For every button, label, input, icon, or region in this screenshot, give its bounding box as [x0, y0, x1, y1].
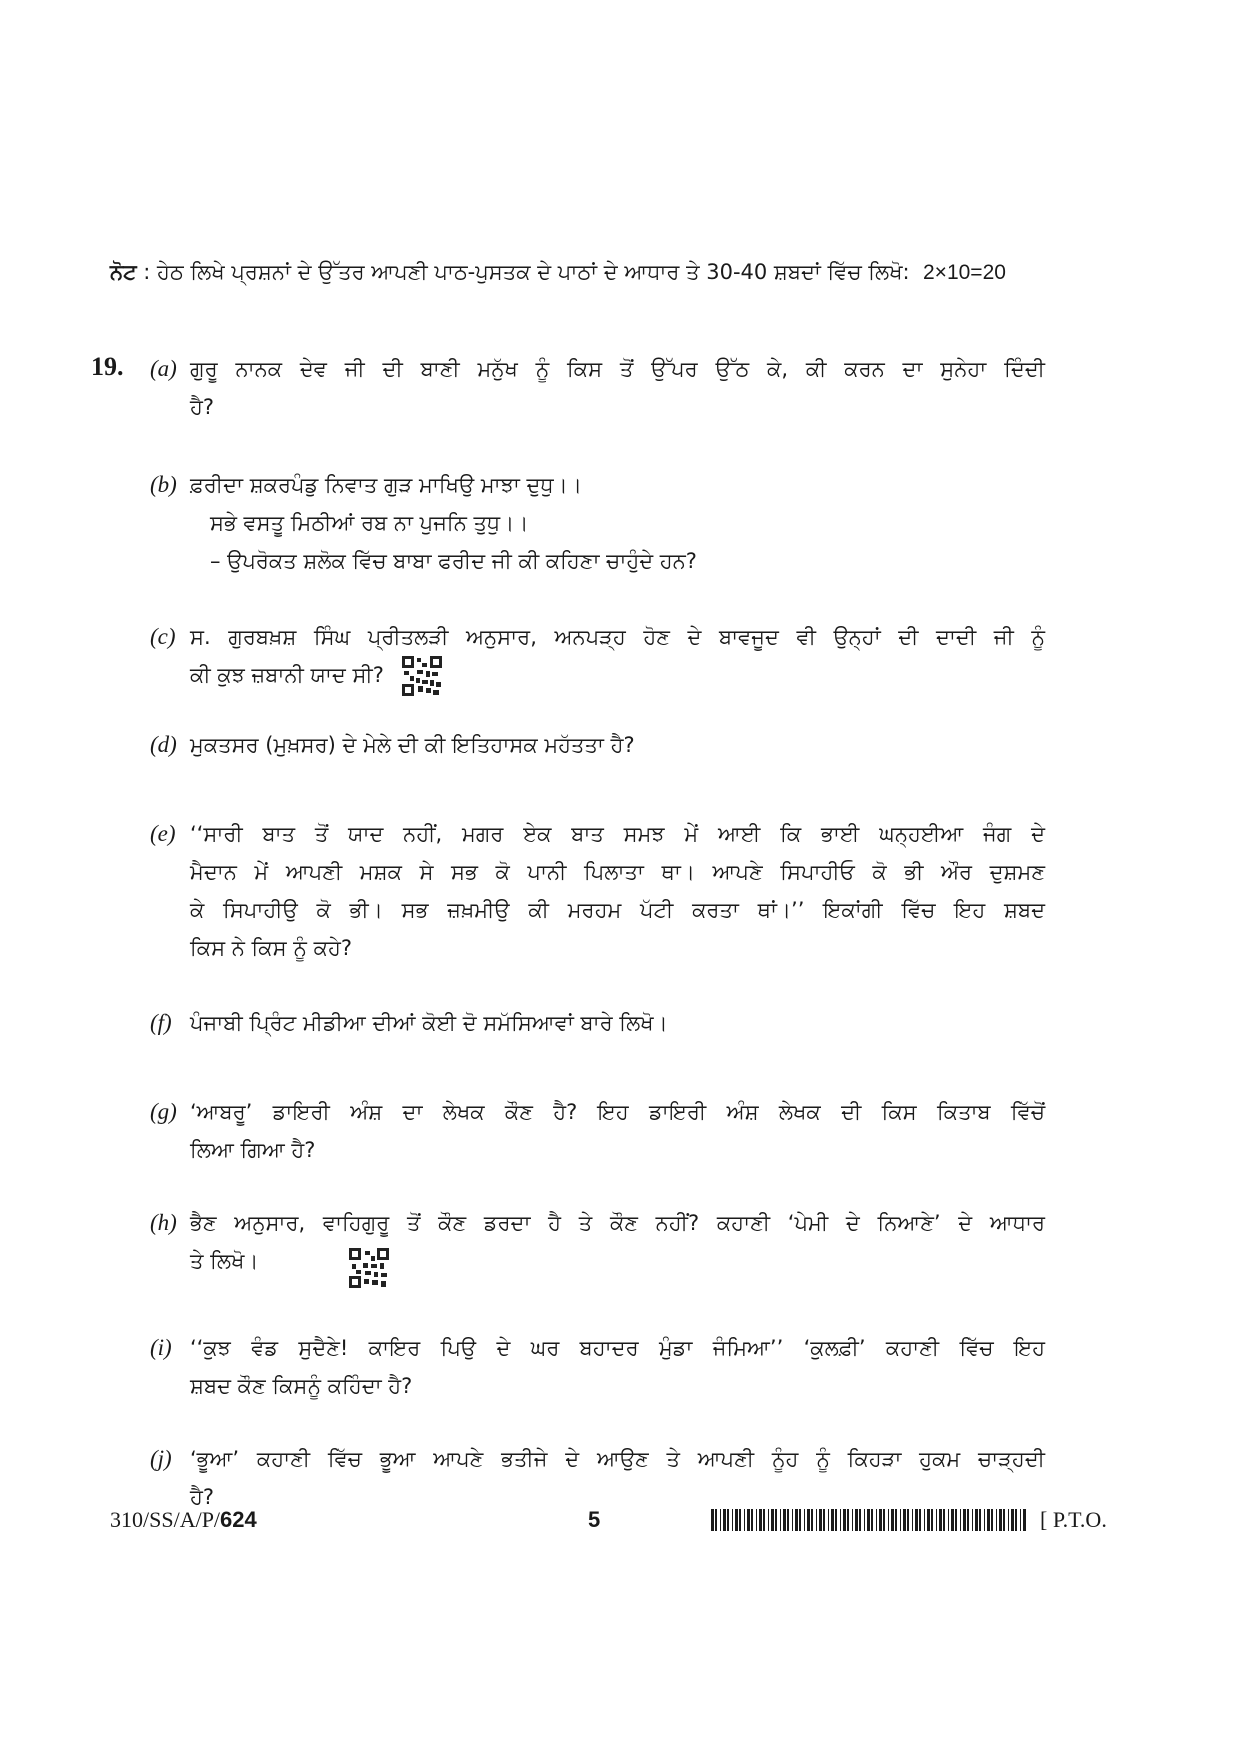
- question-line: ਸ਼ਬਦ ਕੌਣ ਕਿਸਨੂੰ ਕਹਿੰਦਾ ਹੈ?: [190, 1374, 413, 1398]
- question-line: ਫ਼ਰੀਦਾ ਸ਼ਕਰਪੰਡੁ ਨਿਵਾਤ ਗੁੜ ਮਾਖਿਉ ਮਾਝਾ ਦੁਧੁ।।: [190, 473, 582, 497]
- question-line: ਤੇ ਲਿਖੋ।: [190, 1249, 259, 1273]
- sub-question-letter: (c): [150, 624, 176, 649]
- question-line: ਕੇ ਸਿਪਾਹੀਉ ਕੋ ਭੀ। ਸਭ ਜ਼ਖ਼ਮੀਉ ਕੀ ਮਰਹਮ ਪੱਟੀ ਕਰਤਾ ਥਾਂ।’’ ਇਕਾਂਗੀ ਵਿੱਚ ਇਹ ਸ਼ਬਦ: [190, 898, 1045, 922]
- sub-question-letter: (g): [150, 1099, 177, 1124]
- note-label: ਨੋਟ: [110, 260, 137, 284]
- qr-code-icon[interactable]: [349, 1248, 389, 1288]
- question-line: ਪੰਜਾਬੀ ਪ੍ਰਿੰਟ ਮੀਡੀਆ ਦੀਆਂ ਕੋਈ ਦੋ ਸਮੱਸਿਆਵਾਂ ਬਾਰੇ ਲਿਖੋ।: [190, 1011, 668, 1035]
- question-line: ਸਭੇ ਵਸਤੂ ਮਿਠੀਆਂ ਰਬ ਨਾ ਪੁਜਨਿ ਤੁਧੁ।।: [210, 511, 529, 535]
- question-line: ‘‘ਕੁਝ ਵੰਡ ਸੁਦੈਣੇ! ਕਾਇਰ ਪਿਉ ਦੇ ਘਰ ਬਹਾਦਰ ਮੁੰਡਾ ਜੰਮਿਆ’’ ‘ਕੁਲਫ਼ੀ’ ਕਹਾਣੀ ਵਿੱਚ ਇਹ: [190, 1336, 1045, 1360]
- question-line: ਸ. ਗੁਰਬਖ਼ਸ਼ ਸਿੰਘ ਪ੍ਰੀਤਲੜੀ ਅਨੁਸਾਰ, ਅਨਪੜ੍ਹ ਹੋਣ ਦੇ ਬਾਵਜੂਦ ਵੀ ਉਨ੍ਹਾਂ ਦੀ ਦਾਦੀ ਜੀ ਨੂੰ: [190, 625, 1045, 649]
- question-line: ਹੈ?: [190, 395, 215, 419]
- question-line: ‘ਆਬਰੂ’ ਡਾਇਰੀ ਅੰਸ਼ ਦਾ ਲੇਖਕ ਕੌਣ ਹੈ? ਇਹ ਡਾਇਰੀ ਅੰਸ਼ ਲੇਖਕ ਦੀ ਕਿਸ ਕਿਤਾਬ ਵਿੱਚੋਂ: [190, 1100, 1045, 1124]
- sub-question-letter: (d): [150, 732, 177, 757]
- question-line: ਕੀ ਕੁਝ ਜ਼ਬਾਨੀ ਯਾਦ ਸੀ?: [190, 663, 384, 687]
- question-line: ‘‘ਸਾਰੀ ਬਾਤ ਤੋਂ ਯਾਦ ਨਹੀਂ, ਮਗਰ ਏਕ ਬਾਤ ਸਮਝ ਮੇਂ ਆਈ ਕਿ ਭਾਈ ਘਨ੍ਹਈਆ ਜੰਗ ਦੇ: [190, 822, 1045, 846]
- paper-code-prefix: 310/SS/A/P/: [110, 1507, 221, 1532]
- sub-question-letter: (a): [150, 356, 177, 381]
- barcode-icon: [711, 1509, 1031, 1535]
- question-line-with-qr: [190, 656, 1045, 696]
- sub-question-letter: (j): [150, 1446, 172, 1471]
- question-line: ‘ਭੂਆ’ ਕਹਾਣੀ ਵਿੱਚ ਭੂਆ ਆਪਣੇ ਭਤੀਜੇ ਦੇ ਆਉਣ ਤੇ ਆਪਣੀ ਨੂੰਹ ਨੂੰ ਕਿਹੜਾ ਹੁਕਮ ਚਾੜ੍ਹਦੀ: [190, 1447, 1045, 1471]
- qr-code-icon[interactable]: [402, 656, 442, 696]
- instruction-note: [110, 256, 1140, 289]
- question-line: ਮੈਦਾਨ ਮੇਂ ਆਪਣੀ ਮਸ਼ਕ ਸੇ ਸਭ ਕੋ ਪਾਨੀ ਪਿਲਾਤਾ ਥਾ। ਆਪਣੇ ਸਿਪਾਹੀਓ ਕੋ ਭੀ ਔਰ ਦੁਸ਼ਮਣ: [190, 860, 1045, 884]
- question-line: ਮੁਕਤਸਰ (ਮੁਖ਼ਸਰ) ਦੇ ਮੇਲੇ ਦੀ ਕੀ ਇਤਿਹਾਸਕ ਮਹੱਤਤਾ ਹੈ?: [190, 733, 635, 757]
- question-line: ਕਿਸ ਨੇ ਕਿਸ ਨੂੰ ਕਹੇ?: [190, 936, 352, 960]
- page-footer: [0, 1507, 1242, 1547]
- sub-question-letter: (f): [150, 1010, 172, 1035]
- question-line: ਗੁਰੂ ਨਾਨਕ ਦੇਵ ਜੀ ਦੀ ਬਾਣੀ ਮਨੁੱਖ ਨੂੰ ਕਿਸ ਤੋਂ ਉੱਪਰ ਉੱਠ ਕੇ, ਕੀ ਕਰਨ ਦਾ ਸੁਨੇਹਾ ਦਿੰਦੀ: [190, 357, 1045, 381]
- pto-label: [ P.T.O.: [1040, 1507, 1107, 1532]
- question-line: – ਉਪਰੋਕਤ ਸ਼ਲੋਕ ਵਿੱਚ ਬਾਬਾ ਫਰੀਦ ਜੀ ਕੀ ਕਹਿਣਾ ਚਾਹੁੰਦੇ ਹਨ?: [210, 549, 697, 573]
- question-line-with-qr: [190, 1242, 1045, 1288]
- question-number: 19.: [91, 352, 124, 381]
- sub-question-letter: (e): [150, 821, 176, 846]
- page-number: 5: [588, 1507, 601, 1532]
- question-line: ਹੈ?: [190, 1485, 215, 1509]
- paper-code: [110, 1507, 257, 1533]
- sub-question-letter: (h): [150, 1210, 177, 1235]
- note-marks: 2×10=20: [923, 261, 1006, 284]
- note-text: : ਹੇਠ ਲਿਖੇ ਪ੍ਰਸ਼ਨਾਂ ਦੇ ਉੱਤਰ ਆਪਣੀ ਪਾਠ-ਪੁਸਤਕ ਦੇ ਪਾਠਾਂ ਦੇ ਆਧਾਰ ਤੇ 30-40 ਸ਼ਬਦਾਂ ਵਿੱਚ ਲਿਖੋ:: [136, 260, 910, 284]
- paper-code-number: 624: [220, 1507, 257, 1532]
- sub-question-letter: (b): [150, 472, 177, 497]
- question-line: ਲਿਆ ਗਿਆ ਹੈ?: [190, 1138, 316, 1162]
- question-line: ਭੈਣ ਅਨੁਸਾਰ, ਵਾਹਿਗੁਰੂ ਤੋਂ ਕੌਣ ਡਰਦਾ ਹੈ ਤੇ ਕੌਣ ਨਹੀਂ? ਕਹਾਣੀ ‘ਪੇਮੀ ਦੇ ਨਿਆਣੇ’ ਦੇ ਆਧਾਰ: [190, 1211, 1045, 1235]
- sub-question-letter: (i): [150, 1335, 172, 1360]
